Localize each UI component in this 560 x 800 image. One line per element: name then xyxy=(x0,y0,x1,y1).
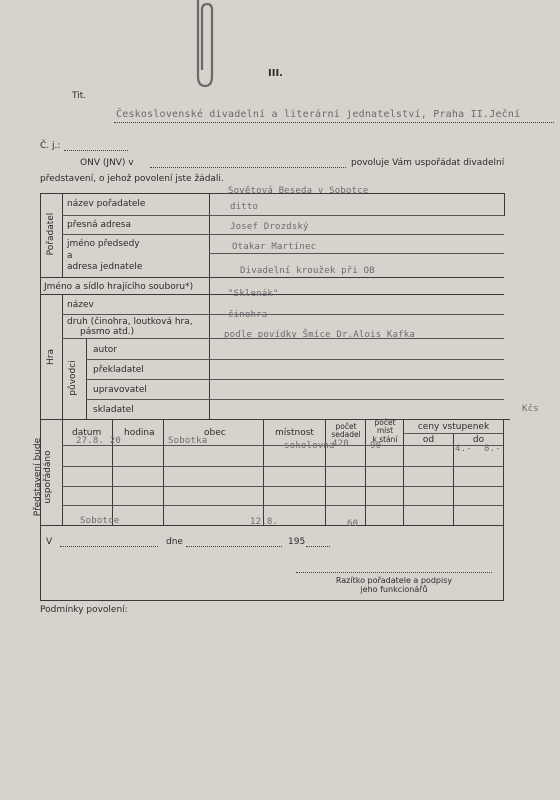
play-author-label: autor xyxy=(93,345,117,355)
typed-date: 12.8. xyxy=(250,517,279,527)
org-chair-value-1: Josef Drozdský xyxy=(230,222,309,232)
ensemble-label: Jméno a sídlo hrajícího souboru*) xyxy=(44,282,194,292)
paperclip-icon xyxy=(190,0,220,92)
play-title-label: název xyxy=(67,300,94,310)
place-line xyxy=(60,546,158,547)
addressee-typed: Československé divadelní a literární jednatelství, Praha II.Ječní xyxy=(116,109,521,120)
col-standing-1: počet xyxy=(374,418,396,427)
org-chair-value-2: Otakar Martínec xyxy=(232,242,317,252)
typed-place: Sobotce xyxy=(80,516,120,526)
stamp-line1: Razítko pořadatele a podpisy xyxy=(335,576,453,585)
row1-town: Sobotka xyxy=(168,436,208,446)
col-date: datum xyxy=(72,428,102,438)
signature-line xyxy=(296,572,492,573)
play-title-value: "Sklenák" xyxy=(228,289,279,299)
section-number: III. xyxy=(268,68,283,79)
col-standing-3: k stání xyxy=(372,435,398,444)
addressee-line xyxy=(114,122,554,123)
play-adapter-label: upravovatel xyxy=(93,385,147,395)
ensemble-value: Divadelní kroužek při OB xyxy=(240,266,375,276)
cj-line xyxy=(64,150,128,151)
row1-venue: sokolovna xyxy=(284,441,335,451)
org-name-label: název pořadatele xyxy=(67,199,146,209)
org-chair-label-1: jméno předsedy xyxy=(67,239,140,249)
year-line xyxy=(306,546,330,547)
typed-year: 60 xyxy=(347,519,359,529)
day-line xyxy=(186,546,282,547)
col-seated-1: počet xyxy=(335,422,357,431)
onv-suffix: povoluje Vám uspořádat divadelní xyxy=(351,158,505,168)
col-town: obec xyxy=(204,428,226,438)
col-seated-2: sedadel xyxy=(331,430,361,439)
conditions-label: Podmínky povolení: xyxy=(40,605,128,615)
play-kind-value: činohra xyxy=(228,310,268,320)
cj-label: Č. j.: xyxy=(40,141,61,151)
play-kind-value-2: podle povídky Šmíce Dr.Alois Kafka xyxy=(224,330,416,340)
org-address-value: ditto xyxy=(230,202,259,212)
play-translator-label: překladatel xyxy=(93,365,144,375)
day-label: dne xyxy=(166,537,183,547)
stamp-line2: jeho funkcionářů xyxy=(360,585,428,594)
row1-standing: 90 xyxy=(370,441,382,451)
year-label: 195 xyxy=(288,537,306,547)
col-to: do xyxy=(472,435,485,445)
play-kind-label-1: druh (činohra, loutková hra, xyxy=(67,317,193,327)
org-name-value: Sovětová Beseda v Sobotce xyxy=(228,186,369,196)
org-chair-label-3: adresa jednatele xyxy=(67,262,143,272)
row1-date: 27.8. 20 xyxy=(76,436,121,446)
org-address-label: přesná adresa xyxy=(67,220,131,230)
play-kind-label-2: pásmo atd.) xyxy=(80,327,135,337)
onv-prefix: ONV (JNV) v xyxy=(80,158,134,168)
play-origin-label: původci xyxy=(68,360,78,396)
col-venue: místnost xyxy=(275,428,314,438)
onv-line xyxy=(150,167,346,168)
row1-from: 4.- xyxy=(455,444,472,454)
col-hour: hodina xyxy=(124,428,155,438)
margin-note: Kčs xyxy=(522,404,539,414)
permit-line2: představení, o jehož povolení jste žádali. xyxy=(40,174,224,184)
play-composer-label: skladatel xyxy=(93,405,134,415)
place-label: V xyxy=(46,537,53,547)
col-price: ceny vstupenek xyxy=(417,422,490,432)
tit-label: Tit. xyxy=(72,91,87,101)
row1-seated: 420 xyxy=(332,439,349,449)
row1-to: 8.- xyxy=(484,444,501,454)
col-standing-2: míst xyxy=(376,426,394,435)
org-chair-label-2: a xyxy=(67,251,73,261)
organizer-group-label: Pořadatel xyxy=(46,212,56,256)
play-group-label: Hra xyxy=(46,349,56,365)
col-from: od xyxy=(422,435,435,445)
performance-group-label: Představení bude uspořádáno xyxy=(33,437,53,517)
